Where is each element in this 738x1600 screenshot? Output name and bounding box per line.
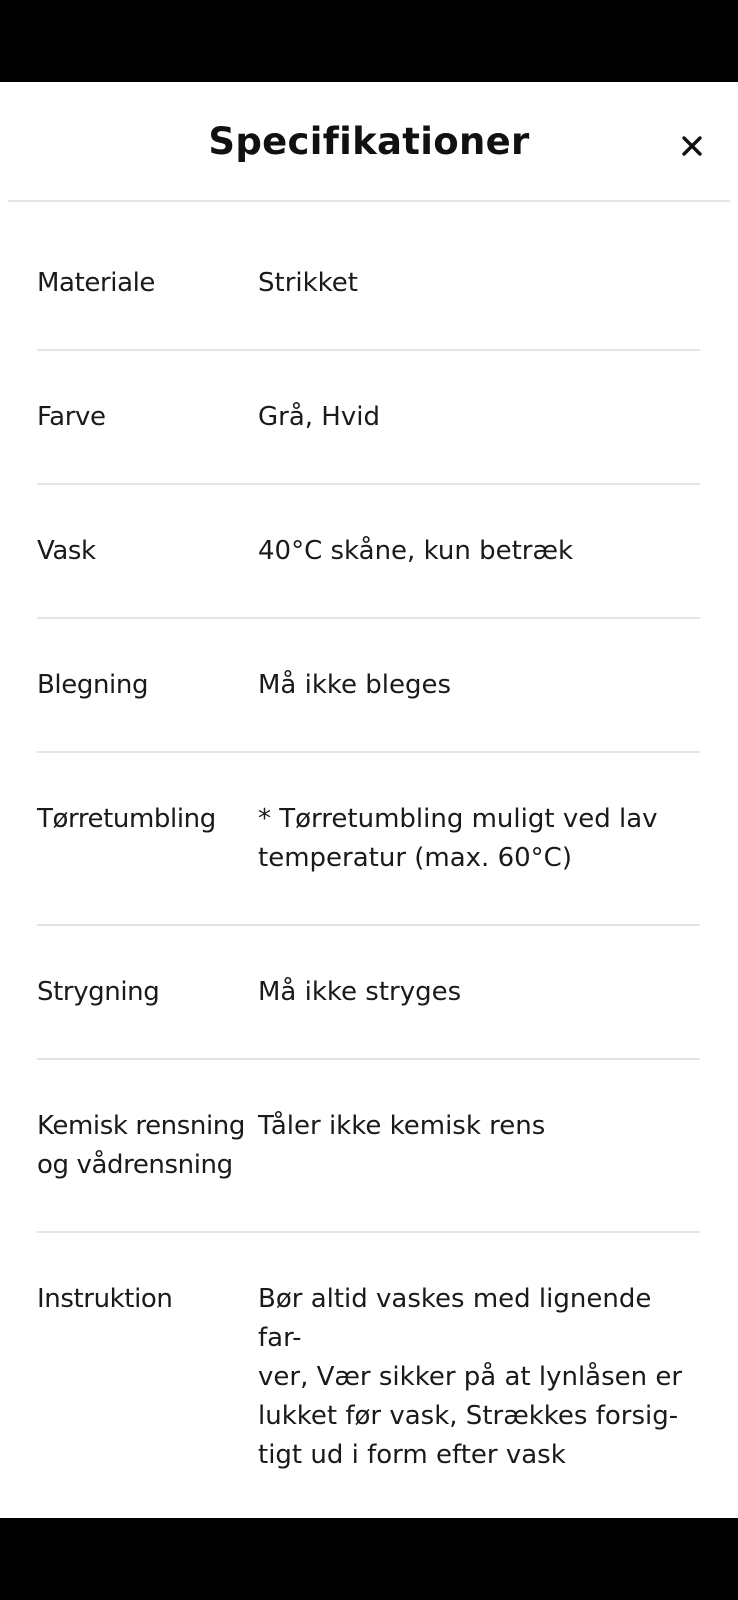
spec-value: Må ikke stryges — [258, 977, 462, 1007]
spec-label: Instruktion — [37, 1284, 173, 1314]
spec-label: Strygning — [37, 977, 160, 1007]
spec-row-kemisk-rensning — [37, 1060, 700, 1233]
spec-label: Farve — [37, 402, 106, 432]
spec-row-instruktion — [37, 1233, 700, 1518]
close-icon — [672, 126, 712, 166]
spec-value: 40°C skåne, kun betræk — [258, 536, 574, 566]
specifications-sheet — [0, 82, 738, 1518]
spec-label: Kemisk rensning og vådrensning — [37, 1111, 245, 1180]
spec-row-vask — [37, 485, 700, 619]
spec-value: Tåler ikke kemisk rens — [258, 1111, 546, 1141]
spec-value: * Tørretumbling muligt ved lav temperatur (max. 60°C) — [258, 804, 658, 873]
spec-value: Bør altid vaskes med lignende far- ver, Vær sikker på at lynlåsen er lukket før vask, Strækkes forsig- tigt ud i form efter vask — [258, 1284, 683, 1470]
spec-label: Tørretumbling — [37, 804, 216, 834]
close-button[interactable] — [672, 126, 712, 166]
navigation-bar — [0, 1518, 738, 1600]
spec-row-materiale — [37, 202, 700, 351]
status-bar — [0, 0, 738, 82]
spec-row-strygning — [37, 926, 700, 1060]
spec-list — [37, 202, 700, 1518]
spec-label: Vask — [37, 536, 96, 566]
spec-row-torretumbling — [37, 753, 700, 926]
spec-row-blegning — [37, 619, 700, 753]
spec-label: Materiale — [37, 268, 156, 298]
spec-label: Blegning — [37, 670, 149, 700]
spec-value: Strikket — [258, 268, 358, 298]
spec-value: Grå, Hvid — [258, 402, 380, 432]
sheet-header — [0, 82, 738, 200]
spec-value: Må ikke bleges — [258, 670, 452, 700]
spec-row-farve — [37, 351, 700, 485]
sheet-title: Specifikationer — [208, 120, 530, 163]
